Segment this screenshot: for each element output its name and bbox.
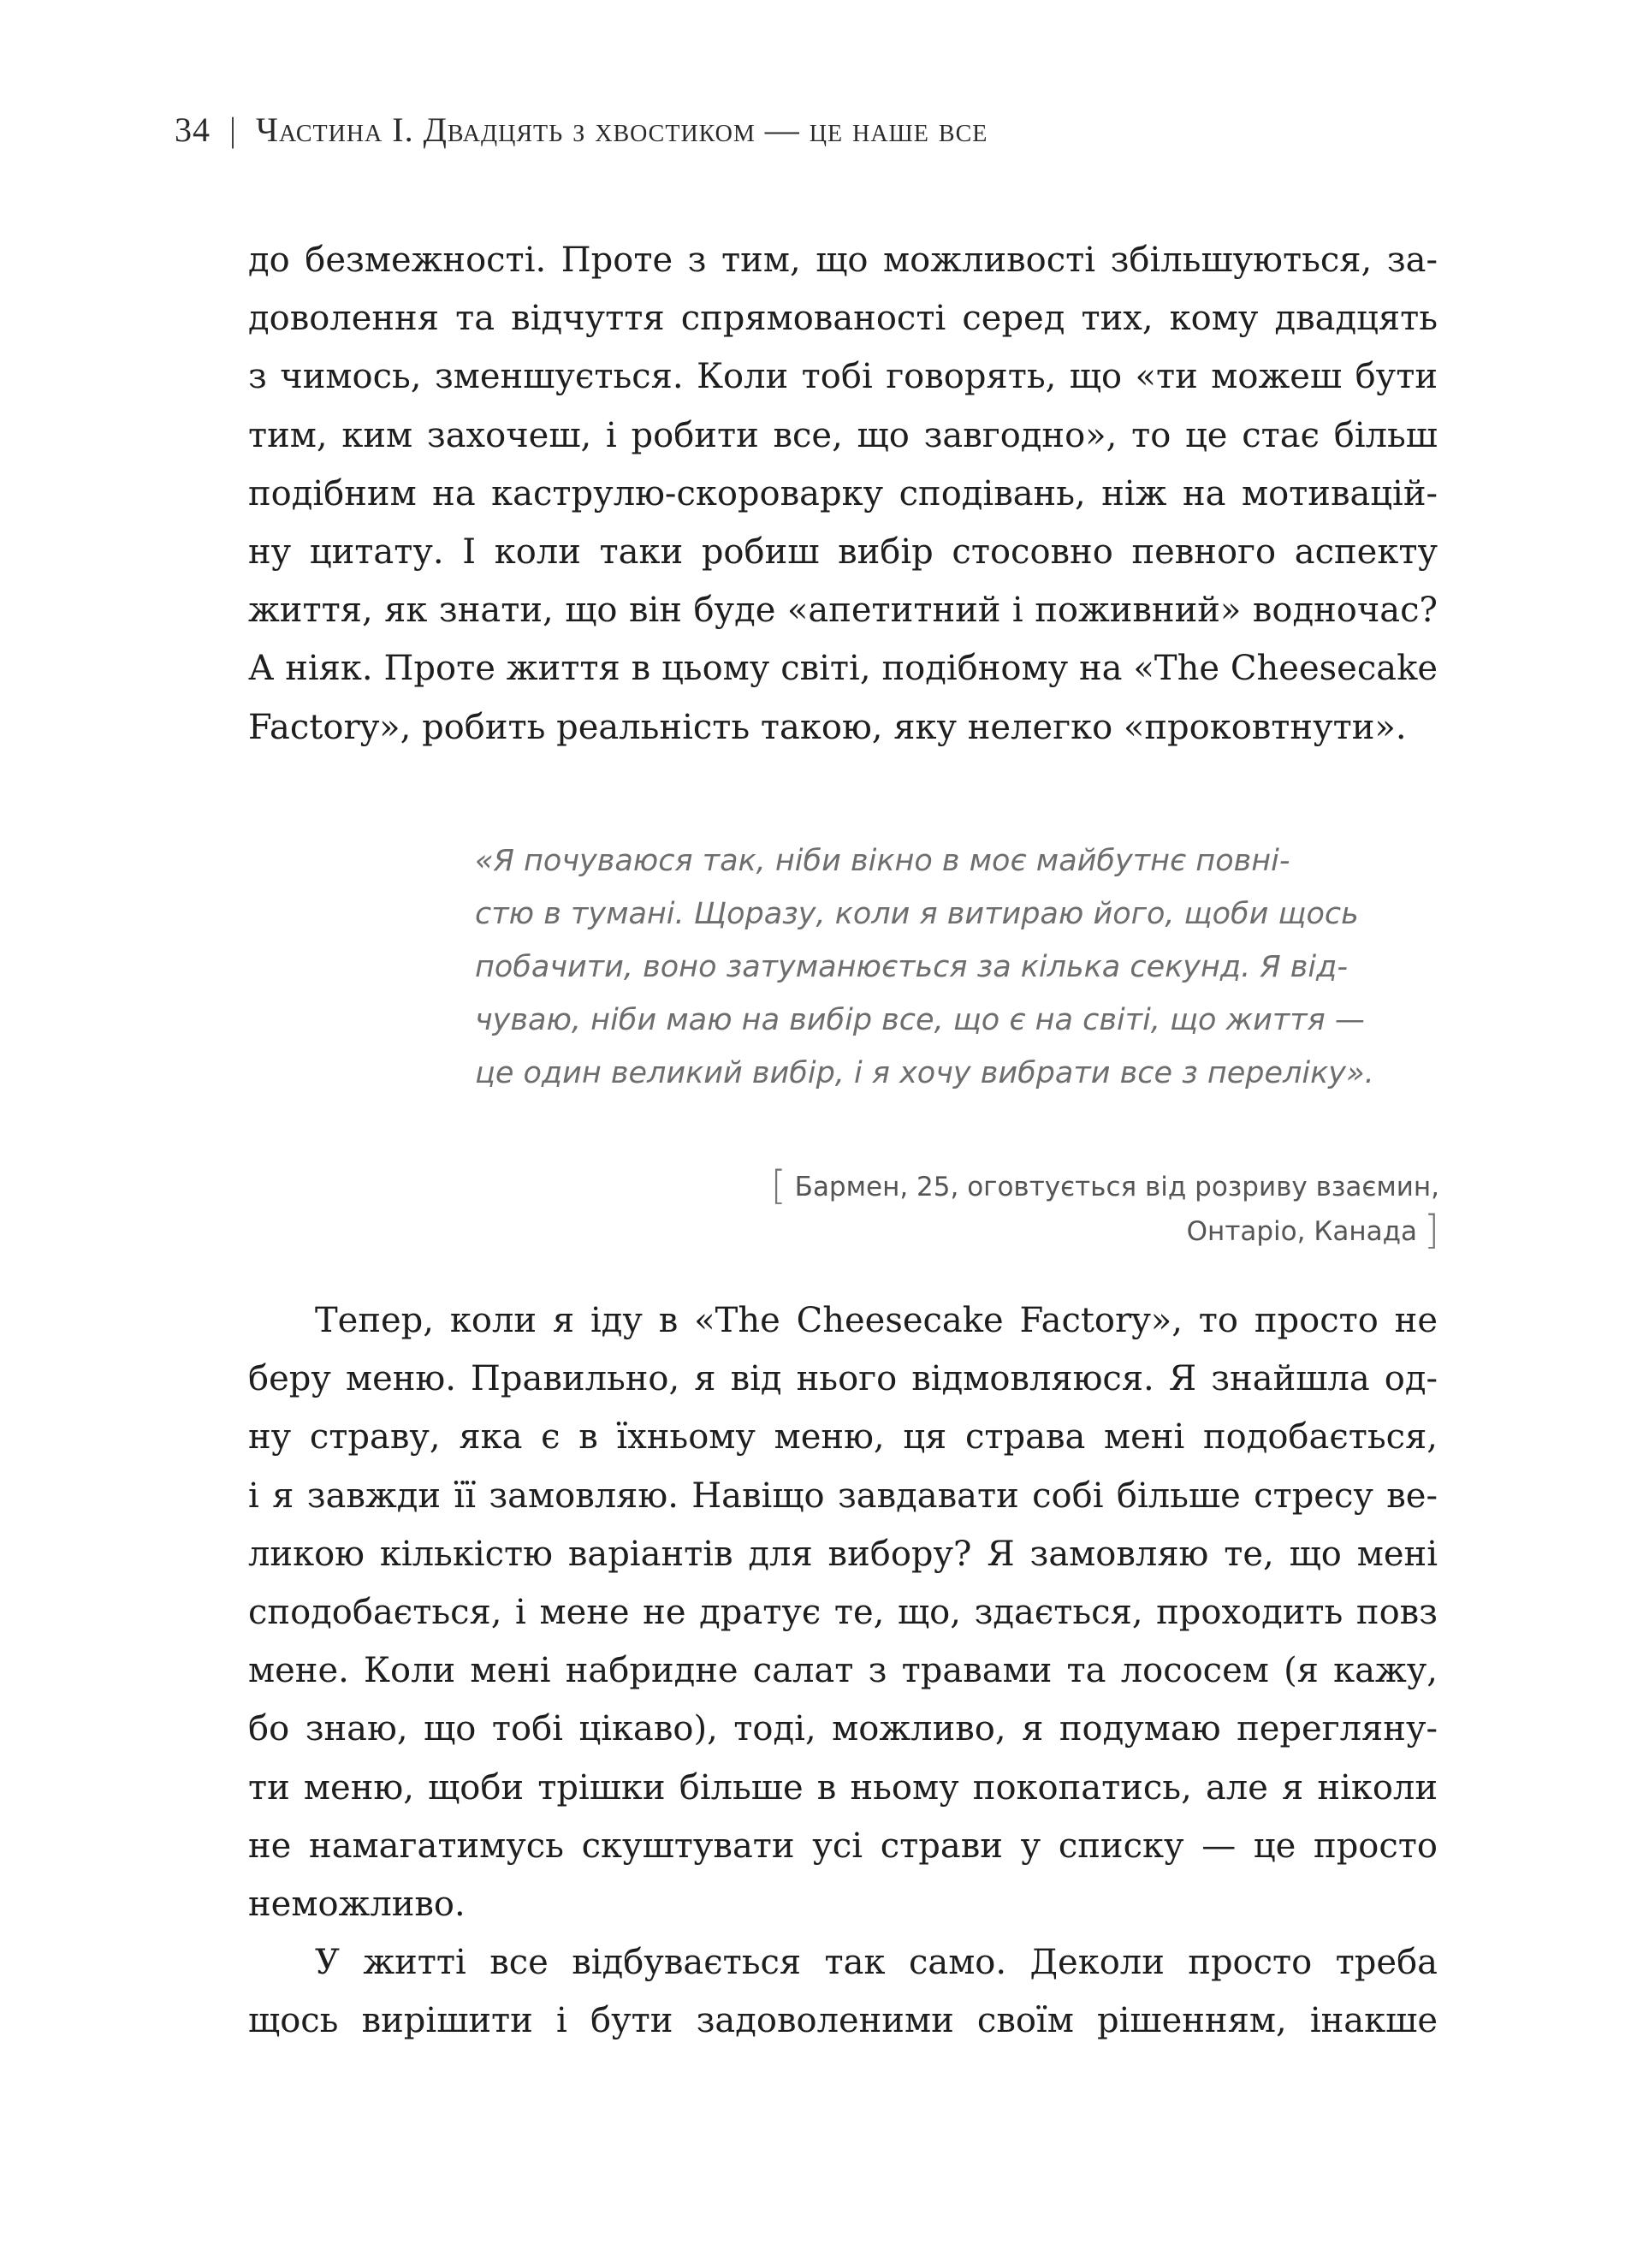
text-line: Тепер, коли я іду в «The Cheesecake Factory», то просто не (315, 1301, 1438, 1340)
text-line: сподобається, і мене не дратує те, що, здається, проходить повз (248, 1592, 1438, 1632)
bracket-close: ] (1424, 1207, 1439, 1253)
text-line: до безмежності. Проте з тим, що можливості збільшуються, за- (248, 240, 1438, 280)
text-line: ти меню, щоби трішки більше в ньому покопатись, але я ніколи (248, 1767, 1438, 1808)
quote-line: це один великий вибір, і я хочу вибрати все з переліку». (475, 1056, 1374, 1090)
quote-attribution (771, 1164, 1439, 1253)
attribution-text-1: Бармен, 25, оговтується від розриву взаємин, (794, 1172, 1439, 1202)
text-line: неможливо. (248, 1884, 466, 1924)
text-line: Factory», робить реальність такою, яку нелегко «проковтнути». (248, 707, 1407, 747)
running-header (175, 110, 988, 150)
bracket-open: [ (770, 1162, 786, 1208)
block-quote (475, 834, 1433, 1100)
attribution-line-2 (771, 1208, 1439, 1253)
header-separator: | (229, 110, 238, 149)
attribution-text-2: Онтаріо, Канада (1186, 1216, 1418, 1247)
text-line: мене. Коли мені набридне салат з травами та лососем (я кажу, (248, 1651, 1438, 1691)
text-line: А ніяк. Проте життя в цьому світі, подібному на «The Cheesecake (248, 649, 1438, 689)
quote-line: стю в тумані. Щоразу, коли я витираю його, щоби щось (475, 897, 1359, 931)
paragraph-continuation (248, 231, 1438, 757)
text-line: і я завжди її замовляю. Навіщо завдавати собі більше стресу ве- (248, 1475, 1438, 1516)
text-line: У житті все відбувається так само. Деколи просто треба (315, 1943, 1438, 1983)
attribution-line-1 (771, 1164, 1439, 1208)
text-line: ну страву, яка є в їхньому меню, ця страва мені подобається, (248, 1417, 1438, 1458)
text-line: тим, ким захочеш, і робити все, що завгодно», то це стає більш (248, 415, 1438, 455)
text-line: життя, як знати, що він буде «апетитний і поживний» водночас? (248, 591, 1438, 631)
text-line: з чимось, зменшується. Коли тобі говорять, що «ти можеш бути (248, 357, 1438, 397)
paragraph-body (248, 1291, 1438, 2050)
quote-line: побачити, воно затуманюється за кілька секунд. Я від- (475, 950, 1348, 984)
quote-line: чуваю, ніби маю на вибір все, що є на світі, що життя — (475, 1003, 1365, 1037)
text-line: доволення та відчуття спрямованості серед тих, кому двадцять (248, 299, 1438, 339)
text-line: бо знаю, що тобі цікаво), тоді, можливо, я подумаю перегляну- (248, 1709, 1438, 1749)
text-line: беру меню. Правильно, я від нього відмовляюся. Я знайшла од- (248, 1359, 1438, 1399)
chapter-title: Частина І. Двадцять з хвостиком — це наше все (256, 110, 988, 149)
text-line: ликою кількістю варіантів для вибору? Я замовляю те, що мені (248, 1534, 1438, 1574)
text-line: ну цитату. І коли таки робиш вибір стосовно певного аспекту (248, 531, 1438, 572)
text-line: не намагатимусь скуштувати усі страви у списку — це просто (248, 1826, 1438, 1866)
page-number: 34 (175, 110, 211, 149)
quote-line: «Я почуваюся так, ніби вікно в моє майбутнє повні- (475, 844, 1290, 878)
text-line: подібним на каструлю-скороварку сподівань, ніж на мотивацій- (248, 473, 1438, 514)
text-line: щось вирішити і бути задоволеними своїм рішенням, інакше (248, 2001, 1438, 2041)
